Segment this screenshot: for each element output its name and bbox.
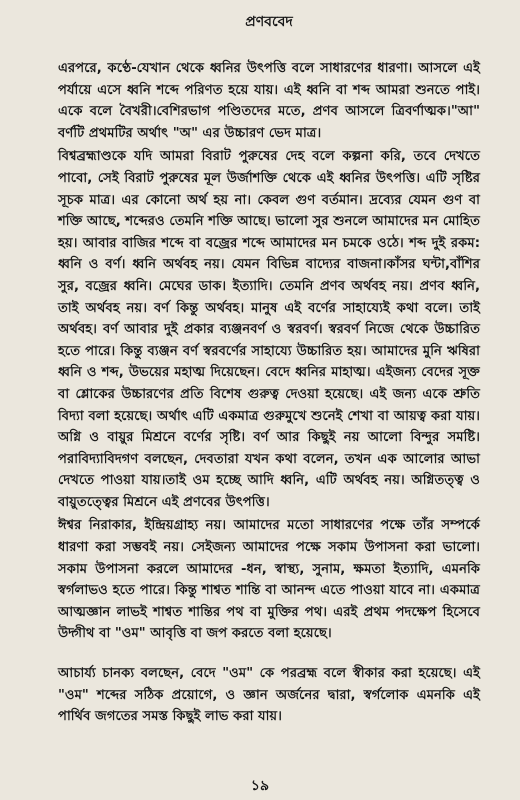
paragraph-gap <box>58 645 480 663</box>
paragraph-3: ঈশ্বর নিরাকার, ইন্দ্রিয়গ্রাহ্য নয়। আমাদের মতো সাধারণের পক্ষে তাঁর সম্পর্কে ধারণা করা সম্ভবই নয়। সেইজন্য আমাদের পক্ষে সকাম উপাসনা করা ভালো।সকাম উপাসনা করলে আমাদের -ধন, স্বাস্থ্য, সুনাম, ক্ষমতা ইত্যাদি, এমনকি স্বর্গলাভও হতে পারে। কিন্তু শাশ্বত শান্তি বা আনন্দ এতে পাওয়া যাবে না। একমাত্র আত্মজ্ঞান লাভই শাশ্বত শান্তির পথ বা মুক্তির পথ। এরই প্রথম পদক্ষেপ হিসেবে উদ্গীথ বা "ওম" আবৃত্তি বা জপ করতে বলা হয়েছে। <box>58 518 480 642</box>
page-number: ১৯ <box>250 778 270 794</box>
page-title: প্রণববেদ <box>245 14 293 30</box>
paragraph-2: বিশ্বব্রহ্মাণ্ডকে যদি আমরা বিরাট পুরুষের দেহ বলে কল্পনা করি, তবে দেখতে পাবো, সেই বিরাট পুরুষের মূল উর্জাশক্তি থেকে এই ধ্বনির উৎপত্তি। এটি সৃষ্টির সূচক মাত্র। এর কোনো অর্থ হয় না। কেবল গুণ বর্তমান। দ্রব্যের যেমন গুণ বা শক্তি আছে, শব্দেরও তেমনি শক্তি আছে। ভালো সুর শুনলে আমাদের মন মোহিত হয়। আবার বাজির শব্দে বা বজ্রের শব্দে আমাদের মন চমকে ওঠে। শব্দ দুই রকম: ধ্বনি ও বর্ণ। ধ্বনি অর্থবহ নয়। যেমন বিভিন্ন বাদ্যের বাজনা।কাঁসর ঘন্টা,বাঁশির সুর, বজ্রের ধ্বনি। মেঘের ডাক। ইত্যাদি। তেমনি প্রণব অর্থবহ নয়। প্রণব ধ্বনি, তাই অর্থবহ নয়। বর্ণ কিন্তু অর্থবহ। মানুষ এই বর্ণের সাহায্যেই কথা বলে। তাই অর্থবহ। বর্ণ আবার দুই প্রকার ব্যঞ্জনবর্ণ ও স্বরবর্ণ। স্বরবর্ণ নিজে থেকে উচ্চারিত হতে পারে। কিন্তু ব্যঞ্জন বর্ণ স্বরবর্ণের সাহায্যে উচ্চারিত হয়। আমাদের মুনি ঋষিরা ধ্বনি ও শব্দ, উভয়ের মহাত্ম দিয়েছেন। বেদে ধ্বনির মাহাত্ম। এইজন্য বেদের সূক্ত বা শ্লোকের উচ্চারণের প্রতি বিশেষ গুরুত্ব দেওয়া হয়েছে। এই জন্য একে শ্রুতি বিদ্যা বলা হয়েছে। অর্থাৎ এটি একমাত্র গুরুমুখে শুনেই শেখা বা আয়ত্ব করা যায়। অগ্নি ও বায়ুর মিশ্রনে বর্ণের সৃষ্টি। বর্ণ আর কিছুই নয় আলো বিন্দুর সমষ্টি।পরাবিদ্যাবিদগণ বলছেন, দেবতারা যখন কথা বলেন, তখন এক আলোর আভা দেখতে পাওয়া যায়।তাই ওম হচ্ছে আদি ধ্বনি, এটি অর্থবহ নয়। অগ্নিতত্ত্ব ও বায়ুতত্ত্বের মিশ্রনে এই প্রণবের উৎপত্তি। <box>58 149 480 510</box>
paragraph-1: এরপরে, কণ্ঠে-যেখান থেকে ধ্বনির উৎপত্তি বলে সাধারণের ধারণা। আসলে এই পর্যায়ে এসে ধ্বনি শব্দে পরিণত হয়ে যায়। এই ধ্বনি বা শব্দ আমরা শুনতে পাই।একে বলে বৈখরী।বেশিরভাগ পণ্ডিতদের মতে, প্রণব আসলে ত্রিবর্ণাত্মক।"আ" বর্ণটি প্রথমটির অর্থাৎ "অ" এর উচ্চারণ ভেদ মাত্র। <box>58 61 480 141</box>
paragraph-4: আচার্য্য চানক্য বলছেন, বেদে "ওম" কে পরব্রহ্ম বলে স্বীকার করা হয়েছে। এই "ওম" শব্দের সঠিক প্রয়োগে, ও জ্ঞান অর্জনের দ্বারা, স্বর্গলোক এমনকি এই পার্থিব জগতের সমস্ত কিছুই লাভ করা যায়। <box>58 666 480 725</box>
